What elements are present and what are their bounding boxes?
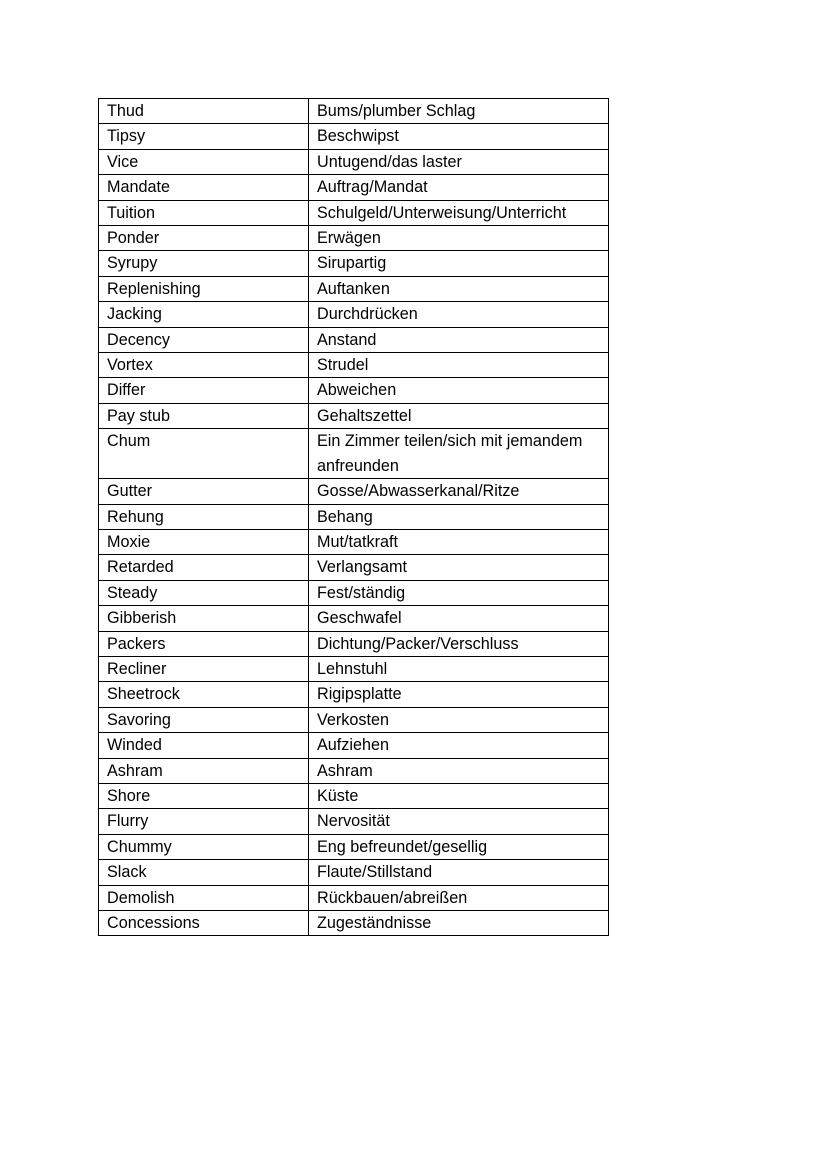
english-word-cell: Shore [99,783,309,808]
german-translation-cell: Durchdrücken [309,302,609,327]
table-row [99,226,609,251]
english-word-cell: Decency [99,327,309,352]
german-translation-cell: Verkosten [309,707,609,732]
german-translation-cell: Rigipsplatte [309,682,609,707]
german-translation-cell: Ashram [309,758,609,783]
german-translation-cell: Untugend/das laster [309,149,609,174]
table-row [99,99,609,124]
english-word-cell: Chum [99,429,309,479]
table-row [99,504,609,529]
english-word-cell: Rehung [99,504,309,529]
table-row [99,353,609,378]
vocabulary-table-body [99,99,609,936]
table-row [99,707,609,732]
english-word-cell: Moxie [99,529,309,554]
english-word-cell: Thud [99,99,309,124]
german-translation-cell: Flaute/Stillstand [309,860,609,885]
english-word-cell: Vortex [99,353,309,378]
english-word-cell: Differ [99,378,309,403]
german-translation-cell: Gehaltszettel [309,403,609,428]
german-translation-cell: Zugeständnisse [309,911,609,936]
table-row [99,479,609,504]
english-word-cell: Sheetrock [99,682,309,707]
table-row [99,656,609,681]
german-translation-cell: Fest/ständig [309,580,609,605]
german-translation-cell: Verlangsamt [309,555,609,580]
english-word-cell: Pay stub [99,403,309,428]
table-row [99,834,609,859]
english-word-cell: Jacking [99,302,309,327]
german-translation-cell: Aufziehen [309,733,609,758]
table-row [99,606,609,631]
english-word-cell: Recliner [99,656,309,681]
english-word-cell: Gibberish [99,606,309,631]
english-word-cell: Savoring [99,707,309,732]
german-translation-cell: Gosse/Abwasserkanal/Ritze [309,479,609,504]
table-row [99,885,609,910]
english-word-cell: Retarded [99,555,309,580]
german-translation-cell: Auftanken [309,276,609,301]
german-translation-cell: Mut/tatkraft [309,529,609,554]
german-translation-cell: Lehnstuhl [309,656,609,681]
english-word-cell: Slack [99,860,309,885]
german-translation-cell: Eng befreundet/gesellig [309,834,609,859]
english-word-cell: Syrupy [99,251,309,276]
german-translation-cell: Auftrag/Mandat [309,175,609,200]
english-word-cell: Chummy [99,834,309,859]
table-row [99,682,609,707]
table-row [99,860,609,885]
table-row [99,327,609,352]
german-translation-cell: Schulgeld/Unterweisung/Unterricht [309,200,609,225]
table-row [99,276,609,301]
table-row [99,124,609,149]
english-word-cell: Tuition [99,200,309,225]
vocabulary-table [98,98,609,936]
german-translation-cell: Strudel [309,353,609,378]
table-row [99,529,609,554]
table-row [99,631,609,656]
table-row [99,302,609,327]
table-row [99,809,609,834]
table-row [99,758,609,783]
table-row [99,149,609,174]
table-row [99,378,609,403]
table-row [99,429,609,479]
german-translation-cell: Behang [309,504,609,529]
english-word-cell: Winded [99,733,309,758]
table-row [99,911,609,936]
german-translation-cell: Abweichen [309,378,609,403]
german-translation-cell: Rückbauen/abreißen [309,885,609,910]
german-translation-cell: Küste [309,783,609,808]
table-row [99,251,609,276]
table-row [99,580,609,605]
english-word-cell: Steady [99,580,309,605]
english-word-cell: Packers [99,631,309,656]
german-translation-cell: Beschwipst [309,124,609,149]
english-word-cell: Ponder [99,226,309,251]
german-translation-cell: Ein Zimmer teilen/sich mit jemandem anfreunden [309,429,609,479]
table-row [99,555,609,580]
english-word-cell: Replenishing [99,276,309,301]
table-row [99,783,609,808]
english-word-cell: Demolish [99,885,309,910]
english-word-cell: Gutter [99,479,309,504]
english-word-cell: Concessions [99,911,309,936]
table-row [99,733,609,758]
german-translation-cell: Bums/plumber Schlag [309,99,609,124]
english-word-cell: Mandate [99,175,309,200]
german-translation-cell: Anstand [309,327,609,352]
german-translation-cell: Erwägen [309,226,609,251]
english-word-cell: Tipsy [99,124,309,149]
german-translation-cell: Sirupartig [309,251,609,276]
english-word-cell: Ashram [99,758,309,783]
table-row [99,200,609,225]
german-translation-cell: Dichtung/Packer/Verschluss [309,631,609,656]
german-translation-cell: Nervosität [309,809,609,834]
english-word-cell: Flurry [99,809,309,834]
english-word-cell: Vice [99,149,309,174]
german-translation-cell: Geschwafel [309,606,609,631]
table-row [99,403,609,428]
table-row [99,175,609,200]
